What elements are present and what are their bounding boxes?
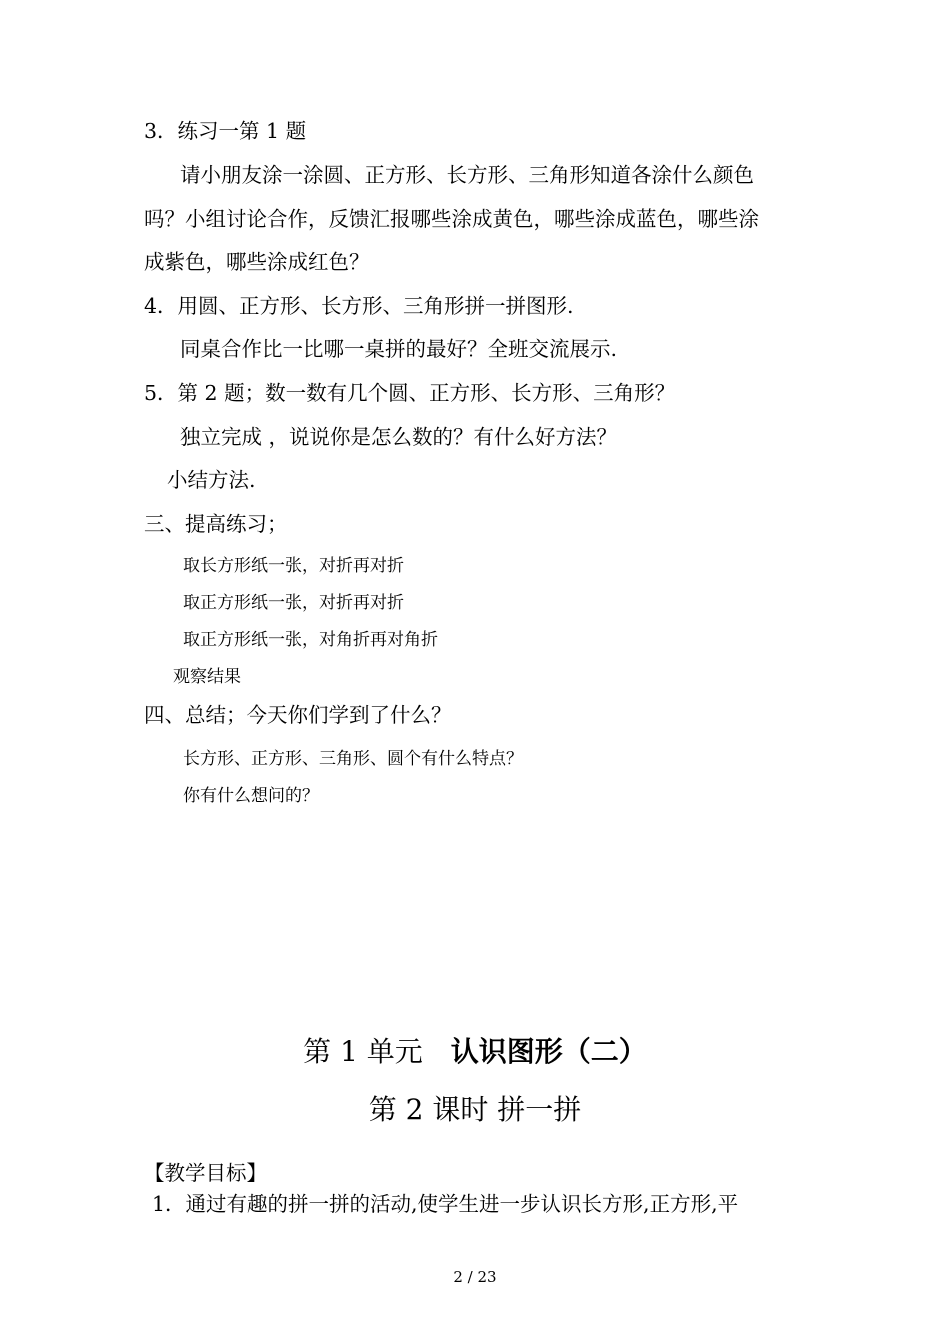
section-heading: 四、总结；今天你们学到了什么？	[144, 703, 452, 727]
text-line: 观察结果	[173, 667, 241, 687]
text-line: 4．用圆、正方形、长方形、三角形拼一拼图形.	[144, 294, 574, 318]
text-line: 请小朋友涂一涂圆、正方形、长方形、三角形知道各涂什么颜色	[180, 163, 754, 187]
text-line: 取长方形纸一张，对折再对折	[183, 556, 404, 576]
text-line: 取正方形纸一张，对折再对折	[183, 593, 404, 613]
text-line: 吗？小组讨论合作，反馈汇报哪些涂成黄色，哪些涂成蓝色，哪些涂	[144, 207, 759, 231]
unit-title: 认识图形（二）	[450, 1035, 647, 1068]
lesson-title: 第 2 课时 拼一拼	[368, 1093, 582, 1126]
text-line: 成紫色，哪些涂成红色？	[144, 250, 370, 274]
section-heading: 三、提高练习；	[144, 512, 288, 536]
text-line: 你有什么想问的？	[183, 786, 319, 806]
text-line: 3．练习一第 1 题	[144, 119, 307, 143]
unit-heading	[0, 1030, 950, 1070]
text-line: 5．第 2 题；数一数有几个圆、正方形、长方形、三角形？	[144, 381, 676, 405]
objectives-label: 【教学目标】	[144, 1161, 267, 1185]
text-line: 取正方形纸一张，对角折再对角折	[183, 630, 438, 650]
text-line: 独立完成 ，说说你是怎么数的？有什么好方法？	[180, 425, 618, 449]
objective-item: 1．通过有趣的拼一拼的活动,使学生进一步认识长方形,正方形,平	[152, 1192, 739, 1216]
page-number: 2 / 23	[453, 1268, 497, 1286]
text-line: 小结方法.	[167, 468, 256, 492]
unit-number: 第 1 单元	[303, 1035, 423, 1068]
text-line: 长方形、正方形、三角形、圆个有什么特点？	[183, 749, 523, 769]
text-line: 同桌合作比一比哪一桌拼的最好？全班交流展示.	[180, 337, 618, 361]
